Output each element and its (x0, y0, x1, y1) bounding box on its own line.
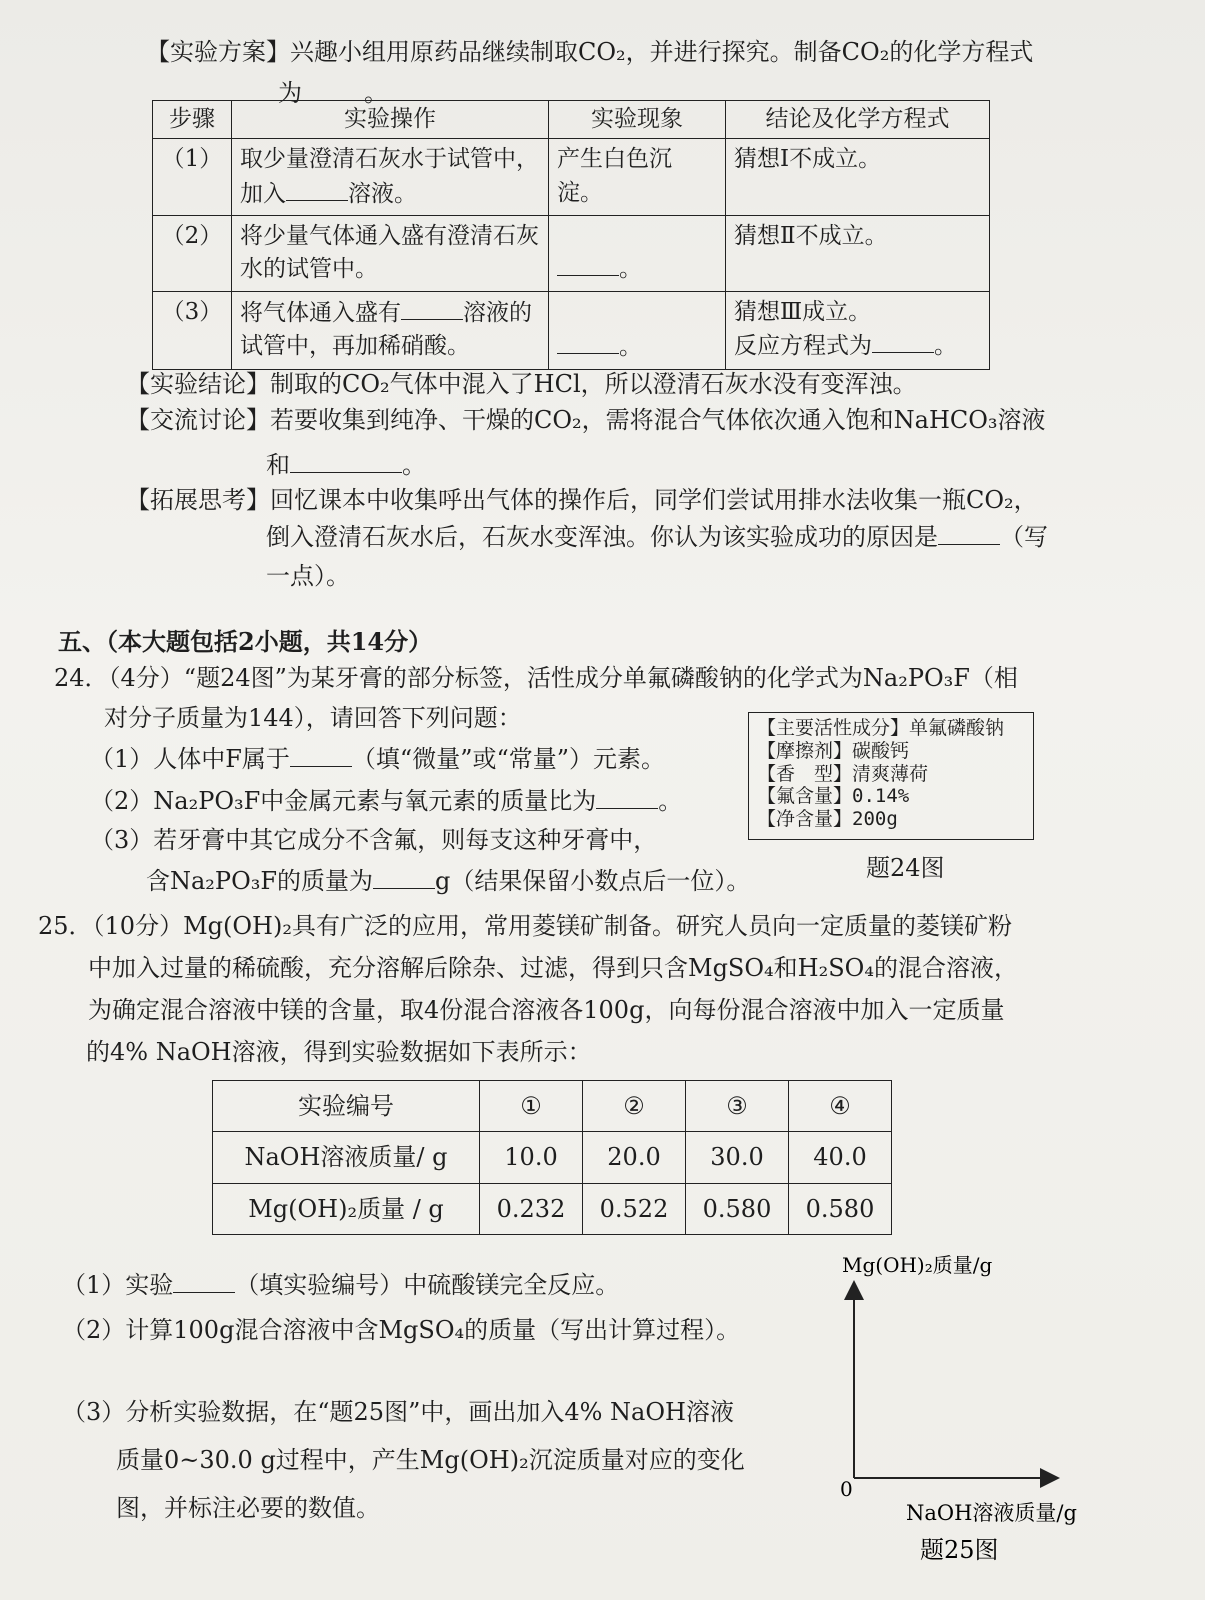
extension-line3: 一点）。 (266, 562, 350, 590)
discussion-line1: 【交流讨论】若要收集到纯净、干燥的CO₂，需将混合气体依次通入饱和NaHCO₃溶液 (126, 406, 1046, 434)
answer-blank[interactable] (596, 784, 658, 809)
conclusion-cell: 猜想Ⅲ成立。 反应方程式为 。 (726, 291, 990, 369)
phenomenon-cell: 。 (549, 216, 726, 292)
experiment-conclusion: 【实验结论】制取的CO₂气体中混入了HCl，所以澄清石灰水没有变浑浊。 (126, 370, 917, 398)
section-title: 五、（本大题包括2小题，共14分） (58, 627, 433, 656)
operation-cell: 将少量气体通入盛有澄清石灰 水的试管中。 (232, 216, 549, 292)
answer-blank[interactable] (290, 742, 352, 767)
answer-blank[interactable] (373, 864, 435, 889)
q25-line2: 中加入过量的稀硫酸，充分溶解后除杂、过滤，得到只含MgSO₄和H₂SO₄的混合溶液， (88, 954, 1018, 982)
table-row (153, 139, 990, 216)
q24-part1: （1）人体中F属于 （填“微量”或“常量”）元素。 (90, 742, 665, 775)
data-table (212, 1080, 892, 1235)
table-row: NaOH溶液质量/ g 10.0 20.0 30.0 40.0 (213, 1132, 892, 1183)
step-cell: （1） (153, 139, 232, 216)
q25-part3-line3: 图，并标注必要的数值。 (116, 1494, 380, 1522)
q24-part3-line2: 含Na₂PO₃F的质量为 g（结果保留小数点后一位）。 (146, 864, 750, 897)
experiment-table (152, 100, 990, 370)
figure25-caption: 题25图 (920, 1536, 999, 1564)
q24-line2: 对分子质量为144），请回答下列问题： (104, 704, 522, 732)
table-row: Mg(OH)₂质量 / g 0.232 0.522 0.580 0.580 (213, 1183, 892, 1234)
conclusion-cell: 猜想Ⅰ不成立。 (726, 139, 990, 216)
step-cell: （2） (153, 216, 232, 292)
table-row (153, 216, 990, 292)
reason-blank[interactable] (938, 520, 1000, 545)
q24-line1: 24．（4分）“题24图”为某牙膏的部分标签，活性成分单氟磷酸钠的化学式为Na₂PO₃F（相 (54, 664, 1018, 692)
y-axis-label: Mg(OH)₂质量/g (842, 1253, 993, 1277)
table-row (153, 291, 990, 369)
table-row: 实验编号 ① ② ③ ④ (213, 1081, 892, 1132)
q25-part3-line2: 质量0~30.0 g过程中，产生Mg(OH)₂沉淀质量对应的变化 (116, 1446, 745, 1474)
equation-blank[interactable] (872, 329, 934, 353)
q24-part2: （2）Na₂PO₃F中金属元素与氧元素的质量比为 。 (90, 784, 682, 817)
phenomenon-cell: 产生白色沉淀。 (549, 139, 726, 216)
phenomenon-blank[interactable] (557, 330, 619, 354)
figure24-caption: 题24图 (866, 854, 945, 882)
step-cell: （3） (153, 291, 232, 369)
table-header-row (153, 101, 990, 139)
q25-part3-line1: （3）分析实验数据，在“题25图”中，画出加入4% NaOH溶液 (62, 1398, 734, 1426)
plan-line2: 为 。 (278, 76, 388, 109)
q25-part2: （2）计算100g混合溶液中含MgSO₄的质量（写出计算过程）。 (62, 1316, 741, 1344)
header-phenomenon: 实验现象 (549, 101, 726, 139)
extension-line1: 【拓展思考】回忆课本中收集呼出气体的操作后，同学们尝试用排水法收集一瓶CO₂， (126, 486, 1038, 514)
reagent-blank[interactable] (286, 177, 348, 201)
toothpaste-label: 【主要活性成分】单氟磷酸钠 【摩擦剂】碳酸钙 【香 型】清爽薄荷 【氟含量】0.14% 【净含量】200g (748, 712, 1034, 840)
equation-blank[interactable] (302, 76, 364, 101)
phenomenon-blank[interactable] (557, 252, 619, 276)
header-operation: 实验操作 (232, 101, 549, 139)
operation-cell: 将气体通入盛有 溶液的 试管中，再加稀硝酸。 (232, 291, 549, 369)
discussion-line2: 和 。 (266, 448, 426, 481)
answer-blank[interactable] (173, 1268, 235, 1293)
solution-blank[interactable] (401, 296, 463, 320)
header-step: 步骤 (153, 101, 232, 139)
q24-part3-line1: （3）若牙膏中其它成分不含氟，则每支这种牙膏中， (90, 826, 658, 854)
phenomenon-cell: 。 (549, 291, 726, 369)
extension-line2: 倒入澄清石灰水后，石灰水变浑浊。你认为该实验成功的原因是 （写 (266, 520, 1048, 553)
figure25-chart[interactable] (820, 1250, 1120, 1590)
header-conclusion: 结论及化学方程式 (726, 101, 990, 139)
origin-label: 0 (840, 1477, 853, 1501)
q25-part1: （1）实验 （填实验编号）中硫酸镁完全反应。 (62, 1268, 619, 1301)
operation-cell: 取少量澄清石灰水于试管中， 加入 溶液。 (232, 139, 549, 216)
reagent-blank[interactable] (290, 448, 402, 473)
q25-line1: 25．（10分）Mg(OH)₂具有广泛的应用，常用菱镁矿制备。研究人员向一定质量的菱镁矿粉 (38, 912, 1012, 940)
q25-line4: 的4% NaOH溶液，得到实验数据如下表所示： (86, 1038, 592, 1066)
q25-line3: 为确定混合溶液中镁的含量，取4份混合溶液各100g，向每份混合溶液中加入一定质量 (88, 996, 1005, 1024)
plan-line1: 【实验方案】兴趣小组用原药品继续制取CO₂，并进行探究。制备CO₂的化学方程式 (146, 38, 1034, 66)
conclusion-cell: 猜想Ⅱ不成立。 (726, 216, 990, 292)
x-axis-label: NaOH溶液质量/g (906, 1501, 1077, 1525)
